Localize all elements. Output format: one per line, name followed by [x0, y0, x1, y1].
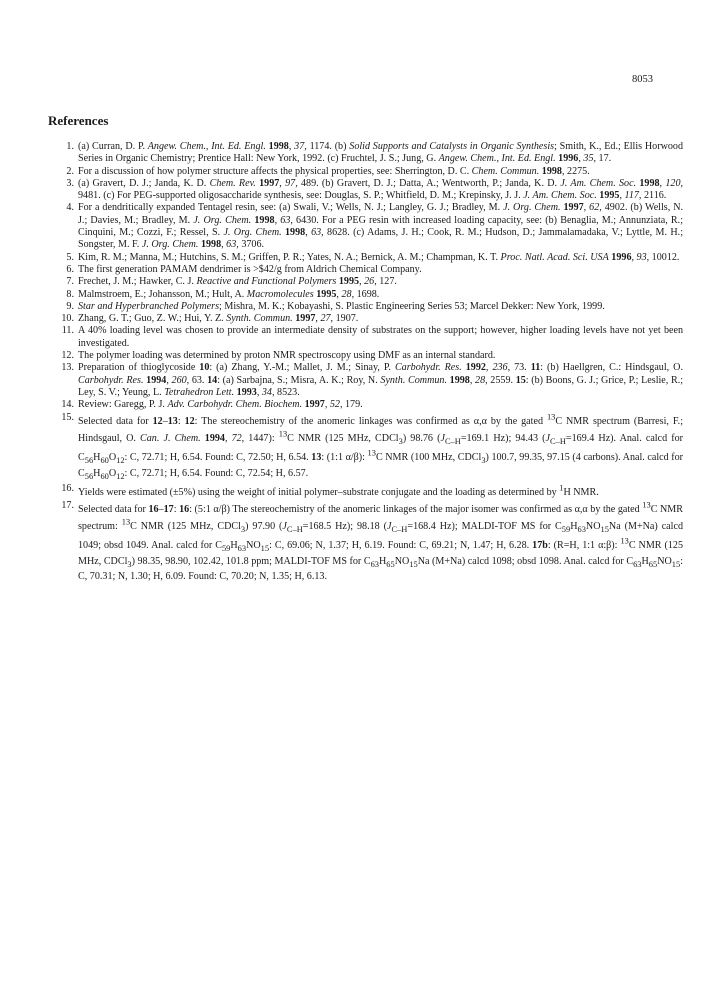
- reference-item: [20, 252, 683, 264]
- reference-item: [20, 301, 683, 313]
- reference-text: A 40% loading level was chosen to provide an intermediate density of substrates on the support; however, higher loading levels have not yet been investigated.: [78, 325, 683, 349]
- references-list: [20, 141, 683, 583]
- reference-text: Selected data for 12–13: 12: The stereochemistry of the anomeric linkages was confirmed as α,α by the gated $^{13}$C NMR spectrum (Barresi, F.; Hindsgaul, O. Can. J. Chem. 1994, 72, 1447): $^{13}$C NMR (125 MHz, CDCl$_3$) 98.76 ($J_{C-H}=169.1$ Hz); 94.43 ($J_{C-H}=169.4$ Hz). Anal. calcd for $C_{56}H_{60}O_{12}$: C, 72.71; H, 6.54. Found: C, 72.50; H, 6.54. 13: (1:1 α/β): $^{13}$C NMR (100 MHz, CDCl$_3$) 100.7, 99.35, 97.15 (4 carbons). Anal. calcd for $C_{56}H_{60}O_{12}$: C, 72.71; H, 6.54. Found: C, 72.54; H, 6.57.: [78, 412, 684, 481]
- reference-text: Frechet, J. M.; Hawker, C. J. Reactive and Functional Polymers 1995, 26, 127.: [78, 276, 397, 288]
- reference-item: [20, 313, 683, 325]
- reference-number: 4.: [66, 202, 74, 214]
- reference-item: [20, 350, 683, 362]
- page-number: 8053: [632, 74, 653, 85]
- reference-number: 11.: [61, 325, 74, 337]
- reference-number: 6.: [66, 263, 74, 275]
- reference-number: 12.: [61, 350, 74, 362]
- reference-number: 15.: [61, 411, 74, 423]
- reference-text: Selected data for 16–17: 16: (5:1 α/β) The stereochemistry of the anomeric linkages of the major isomer was confirmed as α,α by the gated $^{13}$C NMR spectrum: $^{13}$C NMR (125 MHz, CDCl$_3$) 97.90 ($J_{C-H}=168.5$ Hz); 98.18 ($J_{C-H}=168.4$ Hz); MALDI-TOF MS for $C_{59}H_{63}NO_{15}Na$ (M+Na) calcd 1049; obsd 1049. Anal. calcd for $C_{59}H_{63}NO_{15}$: C, 69.06; N, 1.37; H, 6.19. Found: C, 69.21; N, 1.47; H, 6.28. 17b: (R=H, 1:1 α:β): $^{13}$C NMR (125 MHz, CDCl$_3$) 98.35, 98.90, 102.42, 101.8 ppm; MALDI-TOF MS for $C_{63}H_{65}NO_{15}Na$ (M+Na) calcd 1098; obsd 1098. Anal. calcd for $C_{63}H_{65}NO_{15}$: C, 70.31; N, 1.30; H, 6.09. Found: C, 70.20; N, 1.35; H, 6.13.: [78, 500, 684, 582]
- reference-text: Yields were estimated (±5%) using the weight of initial polymer–substrate conjugate and the loading as determined by $^1$H NMR.: [78, 483, 599, 499]
- reference-number: 16.: [61, 482, 74, 494]
- reference-number: 3.: [66, 177, 74, 189]
- reference-text: Zhang, G. T.; Guo, Z. W.; Hui, Y. Z. Synth. Commun. 1997, 27, 1907.: [78, 313, 359, 325]
- reference-item: [20, 178, 683, 203]
- reference-item: [20, 166, 683, 178]
- reference-text: Star and Hyperbranched Polymers; Mishra, M. K.; Kobayashi, S. Plastic Engineering Series 53; Marcel Dekker: New York, 1999.: [78, 300, 605, 312]
- reference-text: The polymer loading was determined by proton NMR spectroscopy using DMF as an internal standard.: [78, 350, 496, 362]
- reference-item: [20, 276, 683, 288]
- reference-item: [20, 202, 683, 251]
- reference-number: 7.: [66, 276, 74, 288]
- reference-number: 9.: [66, 300, 74, 312]
- reference-item: [20, 483, 683, 500]
- reference-item: [20, 399, 683, 411]
- reference-item: [20, 289, 683, 301]
- reference-text: For a discussion of how polymer structure affects the physical properties, see: Sherrington, D. C. Chem. Commun. 1998, 2275.: [78, 165, 590, 177]
- reference-text: For a dendritically expanded Tentagel resin, see: (a) Swali, V.; Wells, N. J.; Langley, G. J.; Bradley, M. J. Org. Chem. 1997, 62, 4902. (b) Wells, N. J.; Davies, M.; Bradley, M. J. Org. Chem. 1998, 63, 6430. For a PEG resin with increased loading capacity, see: (b) Benaglia, M.; Annunziata, R.; Cinquini, M.; Cozzi, F.; Ressel, S. J. Org. Chem. 1998, 63, 8628. (c) Adams, J. H.; Cook, R. M.; Hudson, D.; Jammalamadaka, V.; Lyttle, M. H.; Songster, M. F. J. Org. Chem. 1998, 63, 3706.: [78, 202, 684, 251]
- reference-text: (a) Gravert, D. J.; Janda, K. D. Chem. Rev. 1997, 97, 489. (b) Gravert, D. J.; Datta, A.; Wentworth, P.; Janda, K. D. J. Am. Chem. Soc. 1998, 120, 9481. (c) For PEG-supported oligosaccharide synthesis, see: Douglas, S. P.; Whitfield, D. M.; Krepinsky, J. J. J. Am. Chem. Soc. 1995, 117, 2116.: [78, 177, 684, 202]
- reference-item: [20, 325, 683, 350]
- references-heading: References: [48, 113, 109, 128]
- reference-item: [20, 412, 683, 483]
- reference-number: 2.: [66, 165, 74, 177]
- reference-number: 13.: [61, 362, 74, 374]
- reference-number: 5.: [66, 251, 74, 263]
- reference-number: 8.: [66, 288, 74, 300]
- reference-number: 1.: [66, 141, 74, 152]
- reference-item: [20, 362, 683, 399]
- reference-text: Preparation of thioglycoside 10: (a) Zhang, Y.-M.; Mallet, J. M.; Sinay, P. Carbohydr. Res. 1992, 236, 73. 11: (b) Haellgren, C.: Hindsgaul, O. Carbohydr. Res. 1994, 260, 63. 14: (a) Sarbajna, S.; Misra, A. K.; Roy, N. Synth. Commun. 1998, 28, 2559. 15: (b) Boons, G. J.; Grice, P.; Leslie, R.; Ley, S. V.; Yeung, L. Tetrahedron Lett. 1993, 34, 8523.: [78, 362, 684, 398]
- reference-number: 17.: [61, 499, 74, 511]
- reference-item: [20, 500, 683, 584]
- reference-text: The first generation PAMAM dendrimer is >$42/g from Aldrich Chemical Company.: [78, 263, 422, 275]
- reference-text: (a) Curran, D. P. Angew. Chem., Int. Ed. Engl. 1998, 37, 1174. (b) Solid Supports and Catalysts in Organic Synthesis; Smith, K., Ed.; Ellis Horwood Series in Organic Chemistry; Prentice Hall: New York, 1992. (c) Fruchtel, J. S.; Jung, G. Angew. Chem., Int. Ed. Engl. 1996, 35, 17.: [78, 141, 684, 165]
- reference-number: 10.: [61, 313, 74, 325]
- reference-text: Kim, R. M.; Manna, M.; Hutchins, S. M.; Griffen, P. R.; Yates, N. A.; Bernick, A. M.; Champman, K. T. Proc. Natl. Acad. Sci. USA 1996, 93, 10012.: [78, 251, 680, 263]
- reference-text: Review: Garegg, P. J. Adv. Carbohydr. Chem. Biochem. 1997, 52, 179.: [78, 399, 363, 411]
- reference-number: 14.: [61, 399, 74, 411]
- reference-item: [20, 264, 683, 276]
- reference-item: [20, 141, 683, 166]
- reference-text: Malmstroem, E.; Johansson, M.; Hult, A. Macromolecules 1995, 28, 1698.: [78, 288, 380, 300]
